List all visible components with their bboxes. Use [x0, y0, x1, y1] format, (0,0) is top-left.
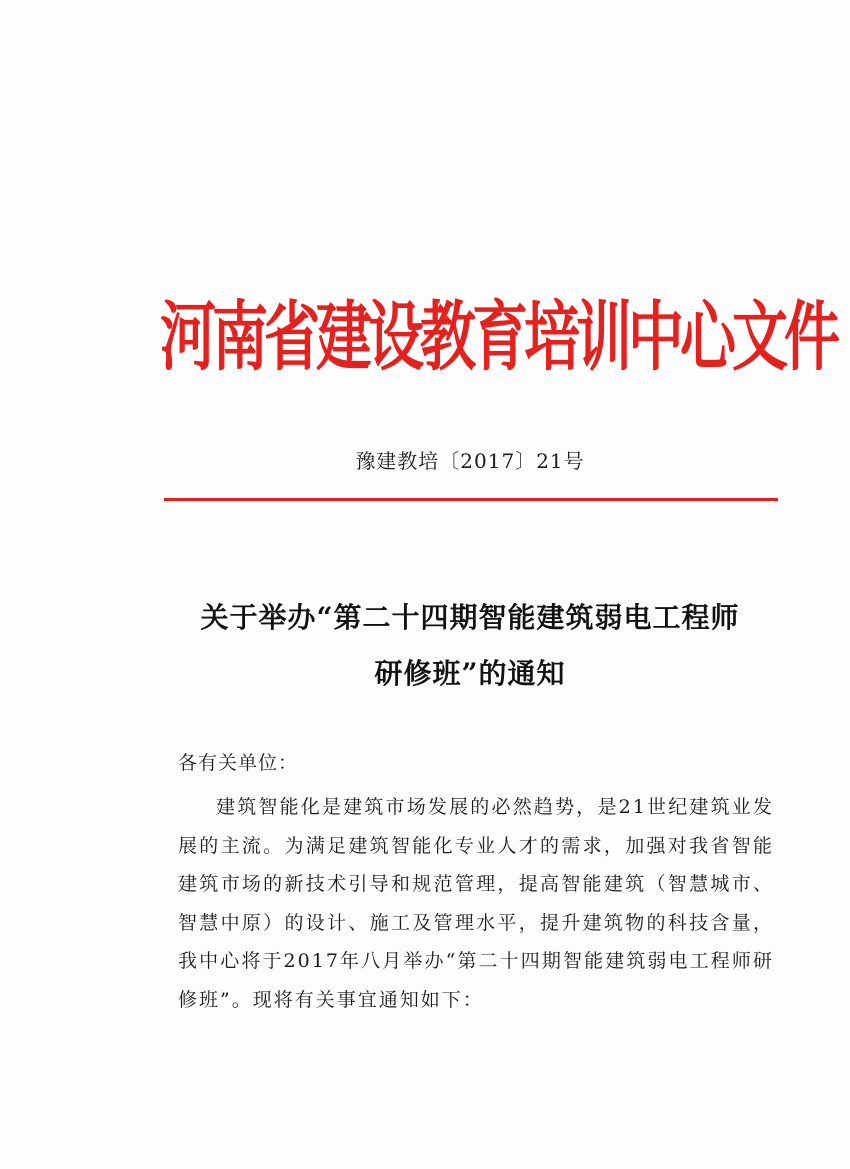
salutation: 各有关单位： — [178, 752, 299, 774]
body-paragraph-1: 建筑智能化是建筑市场发展的必然趋势，是21世纪建筑业发展的主流。为满足建筑智能化专业人才的需求，加强对我省智能建筑市场的新技术引导和规范管理，提高智能建筑（智慧城市、智慧中原）的设计、施工及管理水平，提升建筑物的科技含量，我中心将于2017年八月举办“第二十四期智能建筑弱电工程师研修班”。现将有关事宜通知如下： — [178, 796, 774, 1011]
notice-title-line-2: 研修班”的通知 — [374, 657, 566, 690]
document-number: 豫建教培〔2017〕21号 — [355, 449, 585, 473]
header-divider-line — [164, 498, 778, 501]
org-header-title: 河南省建设教育培训中心文件 — [160, 292, 836, 382]
notice-title-line-1: 关于举办“第二十四期智能建筑弱电工程师 — [200, 601, 740, 634]
notice-title — [160, 590, 780, 702]
